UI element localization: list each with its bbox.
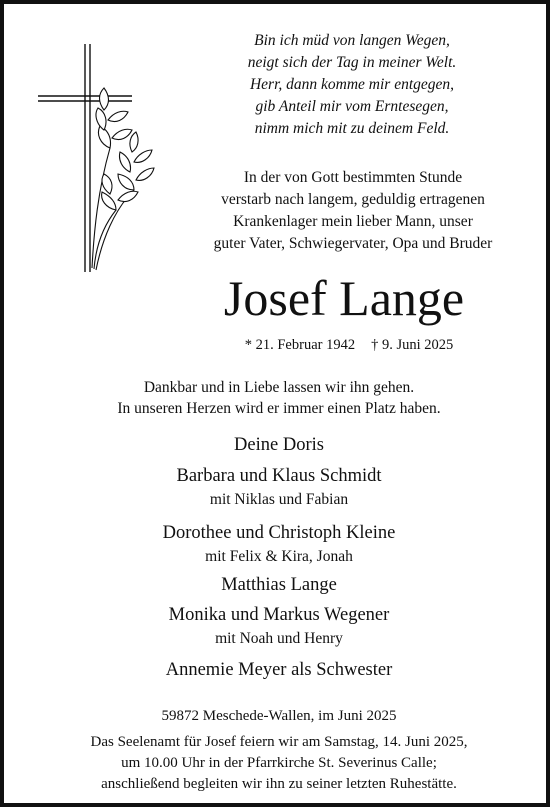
mourner-group: [24, 464, 534, 521]
announcement-line: In der von Gott bestimmten Stunde: [243, 169, 463, 186]
gratitude-line: In unseren Herzen wird er immer einen Platz haben.: [117, 400, 441, 417]
birth-date: * 21. Februar 1942: [244, 337, 356, 353]
mourners-list: [24, 433, 534, 688]
mourner-name: Annemie Meyer als Schwester: [165, 660, 393, 680]
gratitude-line: Dankbar und in Liebe lassen wir ihn gehen.: [143, 379, 415, 396]
verse-line: Bin ich müd von langen Wegen,: [254, 32, 450, 49]
verse-line: neigt sich der Tag in meiner Welt.: [247, 54, 457, 71]
mourner-group: [24, 658, 534, 688]
service-line: anschließend begleiten wir ihn zu seiner letzten Ruhestätte.: [101, 776, 457, 792]
mourner-children: mit Felix & Kira, Jonah: [205, 548, 353, 565]
mourner-group: [24, 521, 534, 573]
life-dates: [204, 335, 494, 355]
deceased-name: Josef Lange: [223, 270, 465, 326]
service-line: um 10.00 Uhr in der Pfarrkirche St. Severinus Calle;: [121, 755, 437, 771]
service-details: [24, 732, 534, 795]
cross-with-wheat-icon: [34, 40, 164, 280]
mourner-group: [24, 603, 534, 658]
announcement-line: guter Vater, Schwiegervater, Opa und Bruder: [213, 235, 493, 252]
service-line: Das Seelenamt für Josef feiern wir am Samstag, 14. Juni 2025,: [90, 734, 468, 750]
mourner-name: Monika und Markus Wegener: [168, 605, 390, 625]
mourner-name: Matthias Lange: [221, 575, 337, 595]
death-date: † 9. Juni 2025: [371, 337, 454, 353]
verse-line: gib Anteil mir vom Erntesegen,: [255, 98, 449, 115]
announcement-line: verstarb nach langem, geduldig ertragenen: [221, 191, 485, 208]
gratitude-text: [24, 377, 534, 419]
mourner-name: Deine Doris: [234, 435, 324, 455]
mourner-children: mit Niklas und Fabian: [209, 491, 349, 508]
mourner-name: Dorothee und Christoph Kleine: [162, 523, 396, 543]
verse-line: Herr, dann komme mir entgegen,: [249, 76, 455, 93]
mourner-group: [24, 433, 534, 464]
mourner-children: mit Noah und Henry: [215, 630, 343, 647]
mourner-group: [24, 573, 534, 603]
death-announcement: [180, 167, 526, 255]
verse-line: nimm mich mit zu deinem Feld.: [254, 120, 450, 137]
announcement-line: Krankenlager mein lieber Mann, unser: [233, 213, 473, 230]
mourner-name: Barbara und Klaus Schmidt: [176, 466, 382, 486]
verse: [190, 30, 514, 140]
place-date: 59872 Meschede-Wallen, im Juni 2025: [161, 708, 397, 724]
